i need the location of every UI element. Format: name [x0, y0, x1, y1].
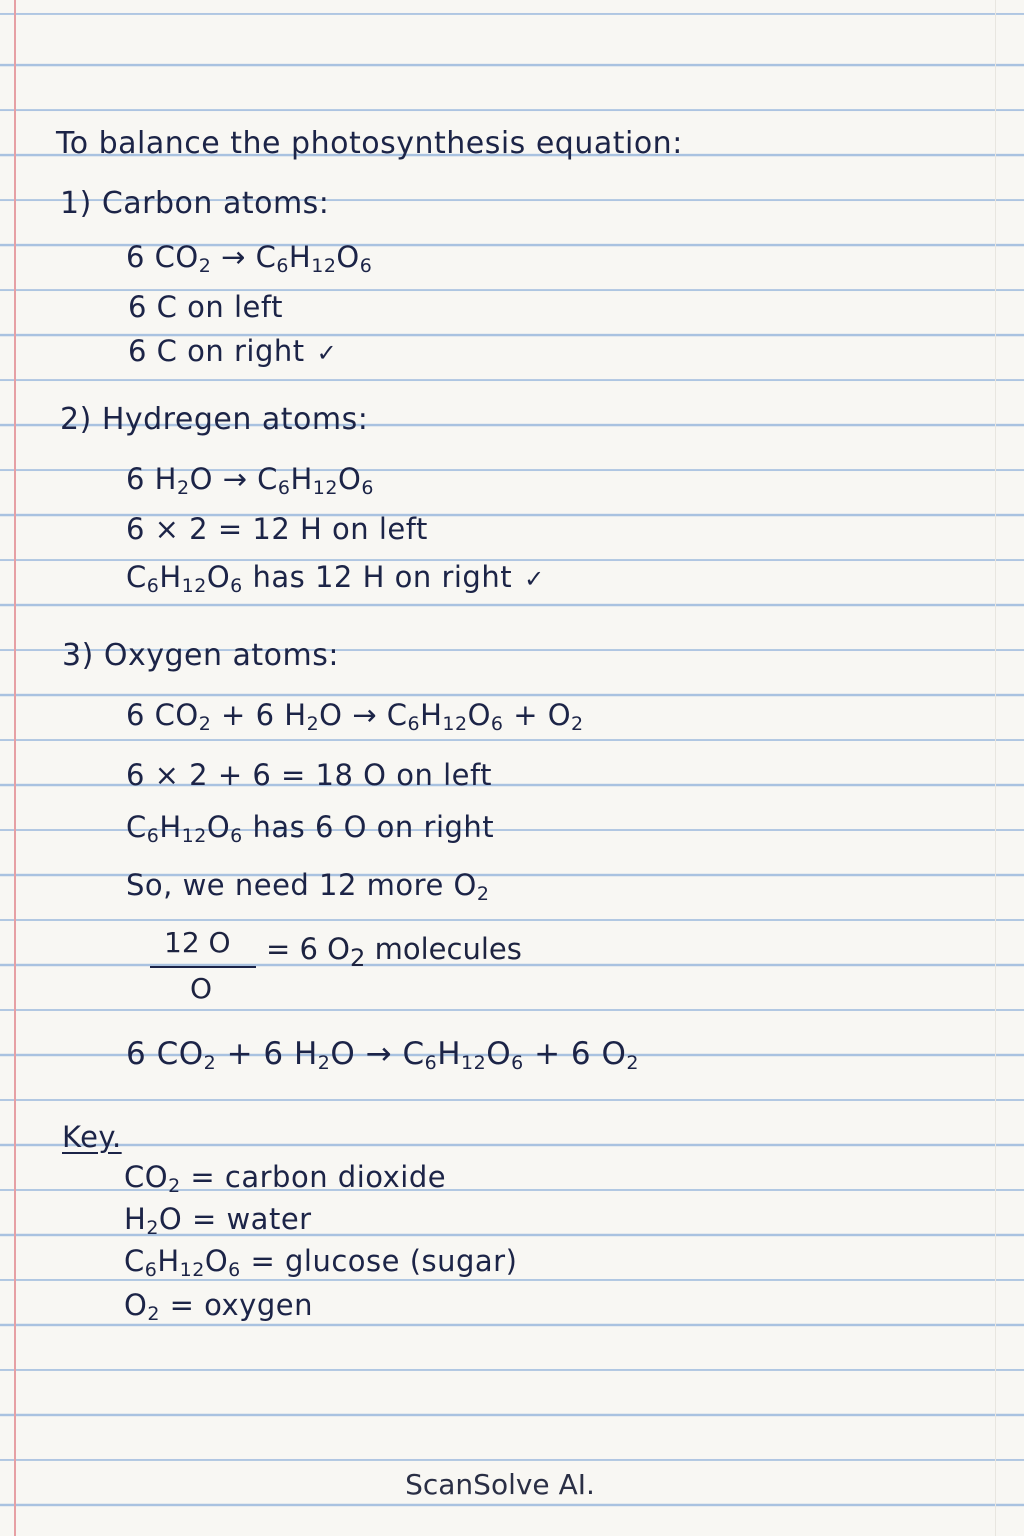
step2-heading: 2) Hydregen atoms: — [60, 402, 369, 437]
fraction-result: = 6 $O_2$ molecules — [266, 932, 522, 972]
key-label: Key. — [62, 1120, 122, 1154]
step1-equation: 6 $CO_2 \to C_6H_{12}O_6$ — [126, 240, 373, 277]
step2-line-left: 6 × 2 = 12 H on left — [126, 512, 428, 546]
step3-line-left: 6 × 2 + 6 = 18 O on left — [126, 758, 493, 792]
footer-brand: ScanSolve AI. — [405, 1468, 595, 1501]
fraction-denominator: O — [190, 972, 213, 1005]
step2-equation: 6 $H_2O \to C_6H_{12}O_6$ — [126, 462, 374, 499]
step3-need-line: So, we need 12 more $O_2$ — [126, 868, 490, 905]
margin-line — [14, 0, 16, 1536]
fraction — [150, 926, 256, 1006]
check-icon: ✓ — [524, 565, 545, 593]
fraction-numerator: 12 O — [164, 926, 231, 959]
step2-line-right: $C_6H_{12}O_6$ has 12 H on right ✓ — [126, 560, 545, 597]
fraction-bar — [150, 966, 256, 968]
step3-line-right: $C_6H_{12}O_6$ has 6 O on right — [126, 810, 495, 847]
paper-edge — [995, 0, 996, 1536]
step1-line-right: 6 C on right ✓ — [128, 334, 338, 368]
balanced-equation: 6 $CO_2 + 6$ $H_2O \to C_6H_{12}O_6 + 6$ $O_2$ — [126, 1036, 639, 1074]
step1-heading: 1) Carbon atoms: — [60, 186, 330, 221]
key-o2: $O_2$ = oxygen — [124, 1288, 313, 1325]
intro-heading: To balance the photosynthesis equation: — [56, 126, 683, 161]
step3-heading: 3) Oxygen atoms: — [62, 638, 339, 673]
key-co2: $CO_2$ = carbon dioxide — [124, 1160, 447, 1197]
key-h2o: $H_2O$ = water — [124, 1202, 312, 1239]
step3-equation: 6 $CO_2 + 6$ $H_2O \to C_6H_{12}O_6 + O_2$ — [126, 698, 584, 735]
check-icon: ✓ — [316, 339, 338, 367]
step1-line-left: 6 C on left — [128, 290, 283, 324]
key-glucose: $C_6H_{12}O_6 = glucose$ (sugar) — [124, 1244, 518, 1281]
